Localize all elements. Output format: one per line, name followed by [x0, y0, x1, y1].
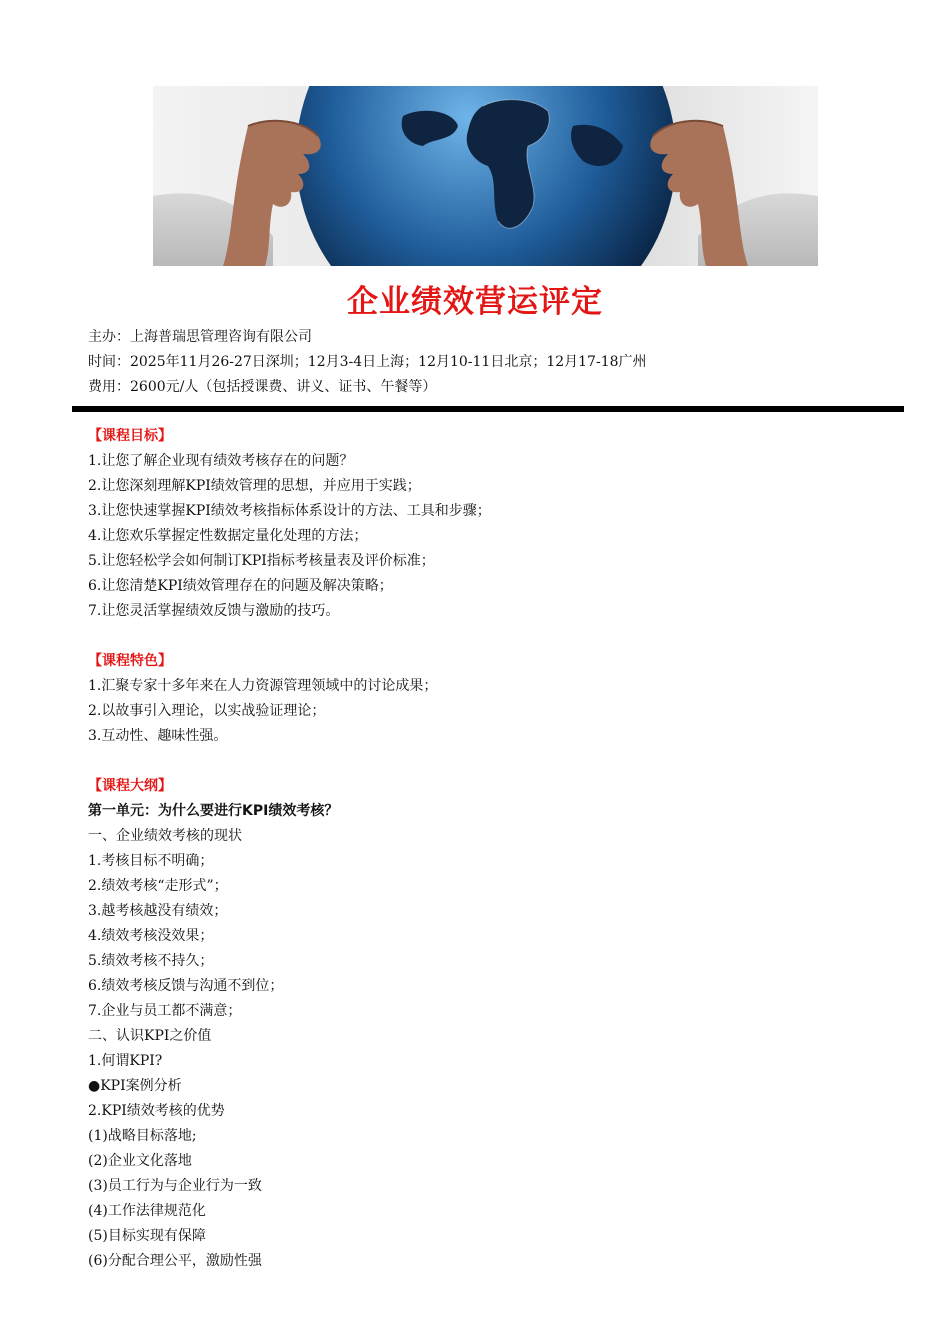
outline-line: 3.越考核越没有绩效； — [88, 903, 228, 919]
goal-item: 6.让您清楚KPI绩效管理存在的问题及解决策略； — [88, 578, 393, 594]
outline-line: 6.绩效考核反馈与沟通不到位； — [88, 978, 284, 994]
outline-line: 4.绩效考核没效果； — [88, 928, 214, 944]
course-meta — [88, 325, 647, 400]
globe-hands-illustration — [153, 86, 818, 266]
outline-line: 一、企业绩效考核的现状 — [88, 828, 242, 844]
host-line: 主办：上海普瑞思管理咨询有限公司 — [88, 329, 312, 345]
outline-line: 1.考核目标不明确； — [88, 853, 214, 869]
outline-line: (1)战略目标落地; — [88, 1128, 197, 1144]
unit-heading: 第一单元：为什么要进行KPI绩效考核？ — [88, 803, 339, 819]
banner-image — [153, 86, 818, 266]
goals-heading: 【课程目标】 — [88, 428, 172, 444]
course-content — [88, 424, 491, 1274]
goal-item: 4.让您欢乐掌握定性数据定量化处理的方法； — [88, 528, 368, 544]
goal-item: 1.让您了解企业现有绩效考核存在的问题？ — [88, 453, 354, 469]
fee-line: 费用：2600元/人（包括授课费、讲义、证书、午餐等） — [88, 379, 437, 395]
outline-line: (6)分配合理公平，激励性强 — [88, 1253, 262, 1269]
goal-item: 3.让您快速掌握KPI绩效考核指标体系设计的方法、工具和步骤； — [88, 503, 491, 519]
goal-item: 7.让您灵活掌握绩效反馈与激励的技巧。 — [88, 603, 340, 619]
goal-item: 5.让您轻松学会如何制订KPI指标考核量表及评价标准； — [88, 553, 435, 569]
outline-line: 2.KPI绩效考核的优势 — [88, 1103, 225, 1119]
goal-item: 2.让您深刻理解KPI绩效管理的思想，并应用于实践； — [88, 478, 421, 494]
outline-line: (5)目标实现有保障 — [88, 1228, 206, 1244]
outline-line: (4)工作法律规范化 — [88, 1203, 206, 1219]
feature-item: 3.互动性、趣味性强。 — [88, 728, 228, 744]
page-title: 企业绩效营运评定 — [347, 284, 603, 320]
outline-line: (2)企业文化落地 — [88, 1153, 192, 1169]
outline-line: 2.绩效考核“走形式”； — [88, 878, 228, 894]
time-line: 时间：2025年11月26-27日深圳；12月3-4日上海；12月10-11日北京；12月17-18广州 — [88, 354, 647, 370]
outline-line: ●KPI案例分析 — [88, 1078, 182, 1094]
features-heading: 【课程特色】 — [88, 653, 172, 669]
outline-line: (3)员工行为与企业行为一致 — [88, 1178, 262, 1194]
divider — [72, 406, 904, 412]
outline-line: 二、认识KPI之价值 — [88, 1028, 212, 1044]
outline-line: 5.绩效考核不持久； — [88, 953, 214, 969]
outline-line: 7.企业与员工都不满意； — [88, 1003, 242, 1019]
feature-item: 1.汇聚专家十多年来在人力资源管理领域中的讨论成果； — [88, 678, 438, 694]
outline-heading: 【课程大纲】 — [88, 778, 172, 794]
outline-line: 1.何谓KPI? — [88, 1053, 163, 1069]
feature-item: 2.以故事引入理论，以实战验证理论； — [88, 703, 326, 719]
